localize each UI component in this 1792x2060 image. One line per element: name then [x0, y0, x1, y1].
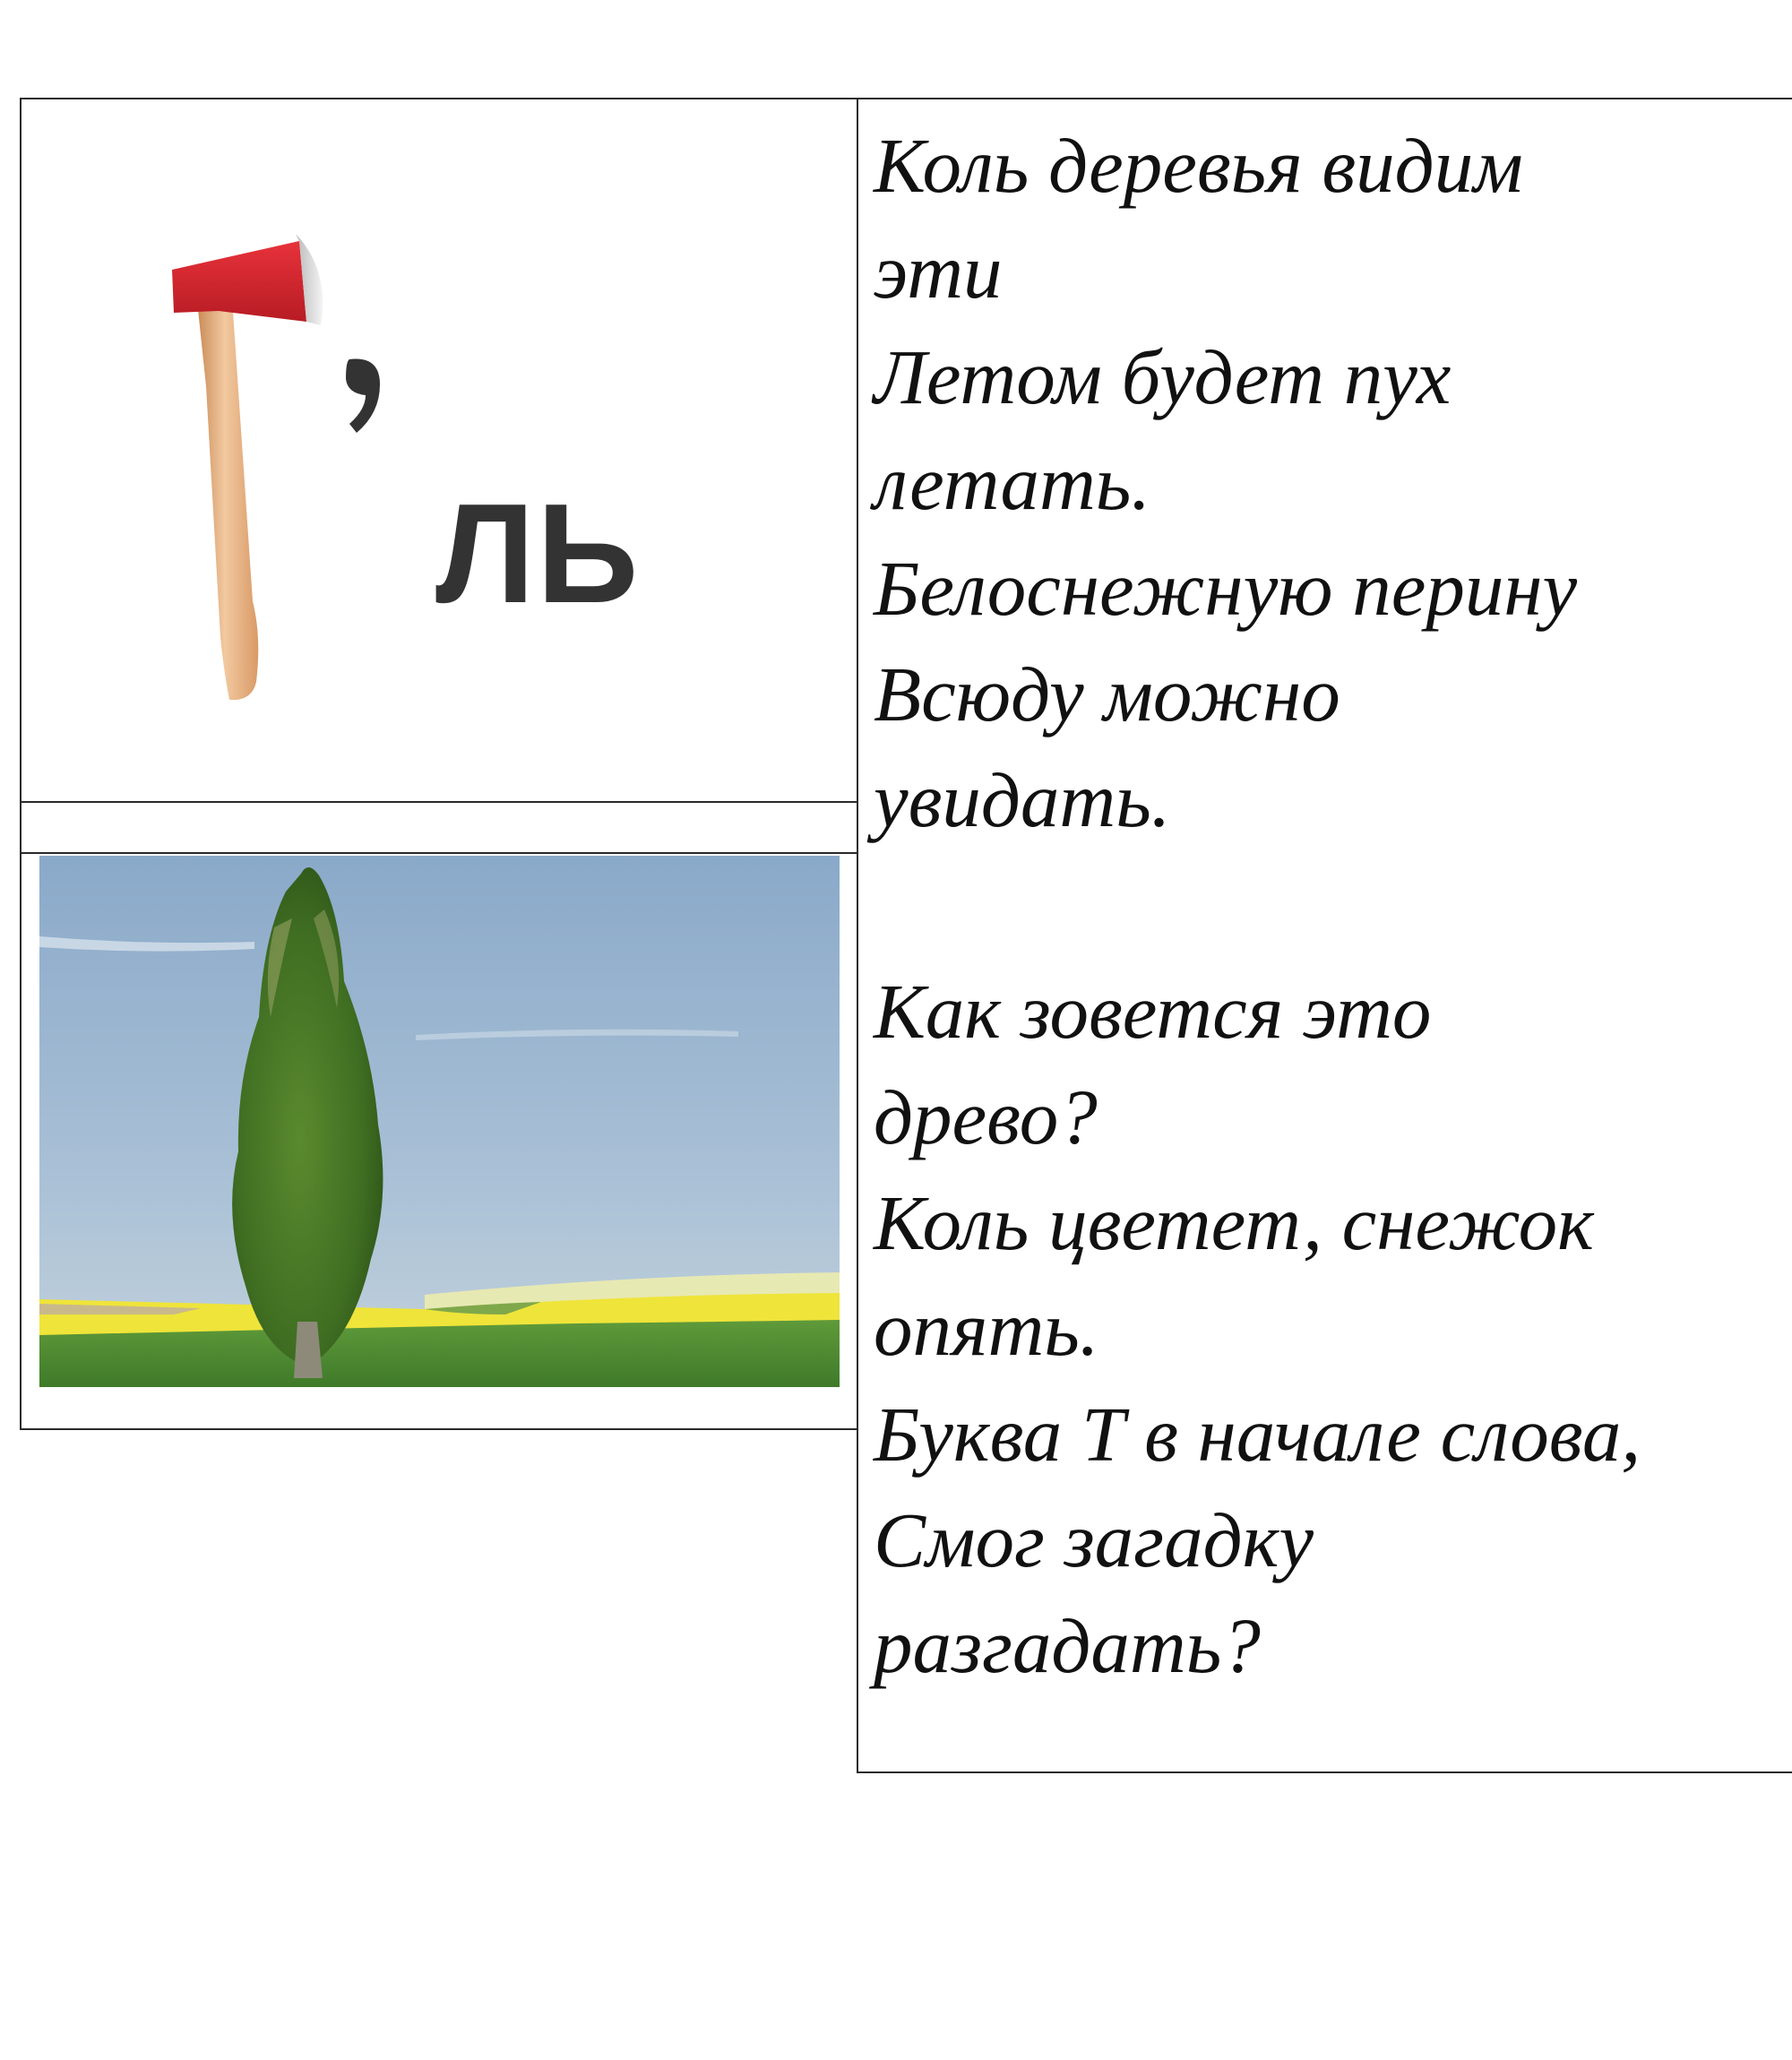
- poem-line: летать.: [874, 439, 1151, 526]
- stanza-gap: [874, 853, 1783, 959]
- rebus-cell: [22, 99, 858, 802]
- poem-line: Белоснежную перину: [874, 545, 1578, 632]
- poem-line: древо?: [874, 1073, 1098, 1160]
- poem-line: увидать.: [874, 756, 1171, 843]
- table-border-bottom-left: [20, 1428, 858, 1430]
- poem-line: Как зовется это: [874, 968, 1432, 1055]
- table-divider-row2: [20, 852, 858, 854]
- poem-line: Коль деревья видим: [874, 122, 1523, 209]
- riddle-poem: [874, 113, 1783, 1699]
- rebus-letters: ЛЬ: [435, 475, 641, 633]
- rebus-comma-shape: [346, 359, 380, 433]
- poem-line: Буква Т в начале слова,: [874, 1391, 1641, 1478]
- poem-line: опять.: [874, 1285, 1099, 1372]
- poem-line: Всюду можно: [874, 651, 1340, 737]
- table-border-bottom-right: [857, 1771, 1792, 1773]
- axe-icon: [22, 99, 858, 802]
- poplar-tree-image: [39, 856, 840, 1387]
- poem-line: Смог загадку: [874, 1496, 1314, 1583]
- poem-line: разгадать?: [874, 1602, 1261, 1689]
- poem-line: эти: [874, 228, 1003, 315]
- poem-line: Летом будет пух: [874, 333, 1452, 420]
- poem-line: Коль цветет, снежок: [874, 1179, 1594, 1266]
- tree-photo: [39, 856, 840, 1387]
